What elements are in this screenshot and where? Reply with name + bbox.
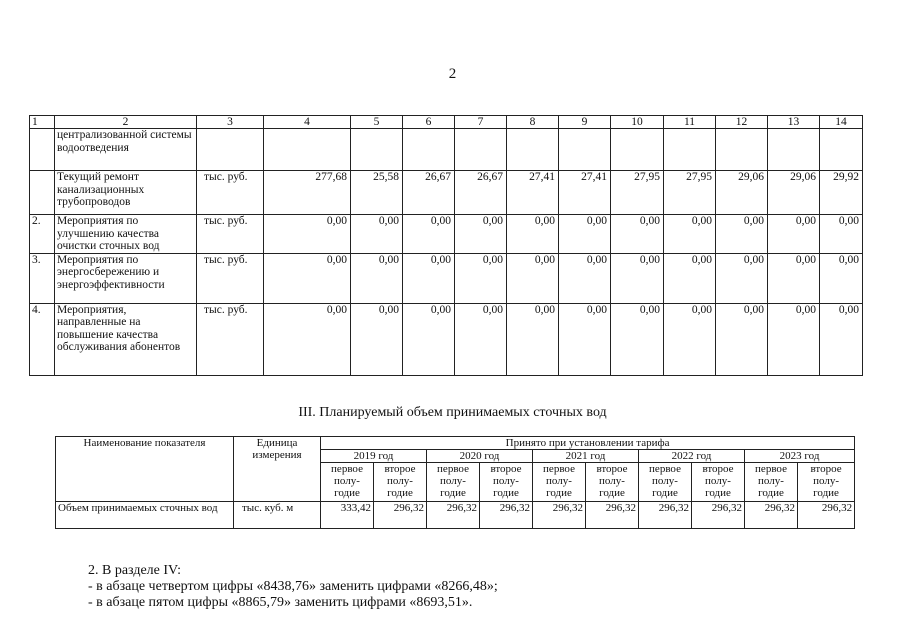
year-header: 2021 год [533, 450, 639, 463]
value-cell: 0,00 [664, 253, 716, 303]
value-cell: 0,00 [559, 215, 611, 254]
value-cell: 0,00 [455, 215, 507, 254]
value-cell: 0,00 [507, 303, 559, 375]
value-cell [611, 129, 664, 171]
value-cell [768, 129, 820, 171]
value-cell: 29,06 [716, 171, 768, 215]
row-unit: тыс. куб. м [234, 502, 321, 529]
row-idx: 4. [30, 303, 55, 375]
value-cell: 0,00 [611, 253, 664, 303]
value-cell: 0,00 [664, 215, 716, 254]
value-cell: 27,41 [507, 171, 559, 215]
row-name: Мероприятия по улучшению качества очистки сточных вод [55, 215, 197, 254]
header-cell: 11 [664, 116, 716, 129]
row-unit [197, 129, 264, 171]
first-half-header: первое полу- годие [533, 463, 586, 502]
value-cell [559, 129, 611, 171]
value-cell: 296,32 [745, 502, 798, 529]
value-cell: 277,68 [264, 171, 351, 215]
header-cell: 10 [611, 116, 664, 129]
value-cell: 296,32 [374, 502, 427, 529]
value-cell [403, 129, 455, 171]
value-cell: 296,32 [639, 502, 692, 529]
wastewater-volume-table [55, 436, 855, 529]
year-header: 2022 год [639, 450, 745, 463]
value-cell: 0,00 [403, 253, 455, 303]
row-idx: 2. [30, 215, 55, 254]
table-header-row [30, 116, 863, 129]
section-title: III. Планируемый объем принимаемых сточных вод [298, 405, 607, 420]
value-cell: 0,00 [820, 215, 863, 254]
table-row [30, 171, 863, 215]
header-cell: 5 [351, 116, 403, 129]
value-cell: 25,58 [351, 171, 403, 215]
value-cell [351, 129, 403, 171]
value-cell: 296,32 [533, 502, 586, 529]
value-cell [716, 129, 768, 171]
row-unit: тыс. руб. [197, 215, 264, 254]
table-row [30, 253, 863, 303]
page-number: 2 [448, 66, 457, 82]
value-cell [264, 129, 351, 171]
value-cell: 29,06 [768, 171, 820, 215]
row-name: централизованной системы водоотведения [55, 129, 197, 171]
table-row [30, 215, 863, 254]
value-cell: 296,32 [798, 502, 855, 529]
col-name-header: Наименование показателя [56, 437, 234, 502]
expenses-table [29, 115, 863, 376]
value-cell: 0,00 [403, 215, 455, 254]
value-cell: 27,95 [664, 171, 716, 215]
value-cell: 27,95 [611, 171, 664, 215]
value-cell [507, 129, 559, 171]
value-cell: 0,00 [716, 215, 768, 254]
row-name: Мероприятия по энергосбережению и энергоэффективности [55, 253, 197, 303]
header-cell: 7 [455, 116, 507, 129]
note-line: - в абзаце четвертом цифры «8438,76» заменить цифрами «8266,48»; [88, 579, 498, 594]
value-cell: 0,00 [768, 253, 820, 303]
value-cell: 0,00 [820, 303, 863, 375]
value-cell [455, 129, 507, 171]
first-half-header: первое полу- годие [321, 463, 374, 502]
header-cell: 1 [30, 116, 55, 129]
value-cell: 0,00 [507, 215, 559, 254]
header-cell: 6 [403, 116, 455, 129]
value-cell: 0,00 [351, 303, 403, 375]
year-header: 2020 год [427, 450, 533, 463]
value-cell: 296,32 [427, 502, 480, 529]
first-half-header: первое полу- годие [639, 463, 692, 502]
note-line: - в абзаце пятом цифры «8865,79» заменить цифрами «8693,51». [88, 595, 473, 610]
col-group-header: Принято при установлении тарифа [321, 437, 855, 450]
value-cell: 0,00 [351, 215, 403, 254]
value-cell: 26,67 [455, 171, 507, 215]
first-half-header: первое полу- годие [745, 463, 798, 502]
table-row [30, 129, 863, 171]
row-idx [30, 129, 55, 171]
value-cell: 27,41 [559, 171, 611, 215]
year-header: 2023 год [745, 450, 855, 463]
header-cell: 4 [264, 116, 351, 129]
value-cell: 0,00 [611, 215, 664, 254]
value-cell: 333,42 [321, 502, 374, 529]
header-cell: 9 [559, 116, 611, 129]
value-cell: 0,00 [820, 253, 863, 303]
row-idx: 3. [30, 253, 55, 303]
row-name: Текущий ремонт канализационных трубопроводов [55, 171, 197, 215]
row-unit: тыс. руб. [197, 303, 264, 375]
row-name: Объем принимаемых сточных вод [56, 502, 234, 529]
row-unit: тыс. руб. [197, 171, 264, 215]
value-cell: 0,00 [559, 303, 611, 375]
table-row [56, 502, 855, 529]
header-cell: 8 [507, 116, 559, 129]
value-cell: 0,00 [455, 303, 507, 375]
table-row [30, 303, 863, 375]
header-cell: 14 [820, 116, 863, 129]
value-cell: 0,00 [264, 303, 351, 375]
first-half-header: первое полу- годие [427, 463, 480, 502]
second-half-header: второе полу- годие [374, 463, 427, 502]
value-cell: 0,00 [403, 303, 455, 375]
header-cell: 2 [55, 116, 197, 129]
value-cell: 0,00 [768, 303, 820, 375]
value-cell: 0,00 [716, 253, 768, 303]
value-cell [664, 129, 716, 171]
year-header: 2019 год [321, 450, 427, 463]
row-name: Мероприятия, направленные на повышение качества обслуживания абонентов [55, 303, 197, 375]
value-cell: 0,00 [559, 253, 611, 303]
row-idx [30, 171, 55, 215]
value-cell: 296,32 [480, 502, 533, 529]
value-cell [820, 129, 863, 171]
value-cell: 0,00 [716, 303, 768, 375]
value-cell: 0,00 [351, 253, 403, 303]
value-cell: 0,00 [264, 215, 351, 254]
value-cell: 0,00 [664, 303, 716, 375]
col-unit-header: Единица измерения [234, 437, 321, 502]
value-cell: 26,67 [403, 171, 455, 215]
header-cell: 3 [197, 116, 264, 129]
value-cell: 296,32 [586, 502, 639, 529]
header-cell: 12 [716, 116, 768, 129]
header-cell: 13 [768, 116, 820, 129]
value-cell: 29,92 [820, 171, 863, 215]
value-cell: 0,00 [264, 253, 351, 303]
row-unit: тыс. руб. [197, 253, 264, 303]
note-line: 2. В разделе IV: [88, 563, 181, 578]
value-cell: 0,00 [455, 253, 507, 303]
second-half-header: второе полу- годие [480, 463, 533, 502]
second-half-header: второе полу- годие [586, 463, 639, 502]
value-cell: 0,00 [768, 215, 820, 254]
second-half-header: второе полу- годие [692, 463, 745, 502]
value-cell: 296,32 [692, 502, 745, 529]
notes [88, 563, 498, 611]
value-cell: 0,00 [507, 253, 559, 303]
value-cell: 0,00 [611, 303, 664, 375]
second-half-header: второе полу- годие [798, 463, 855, 502]
